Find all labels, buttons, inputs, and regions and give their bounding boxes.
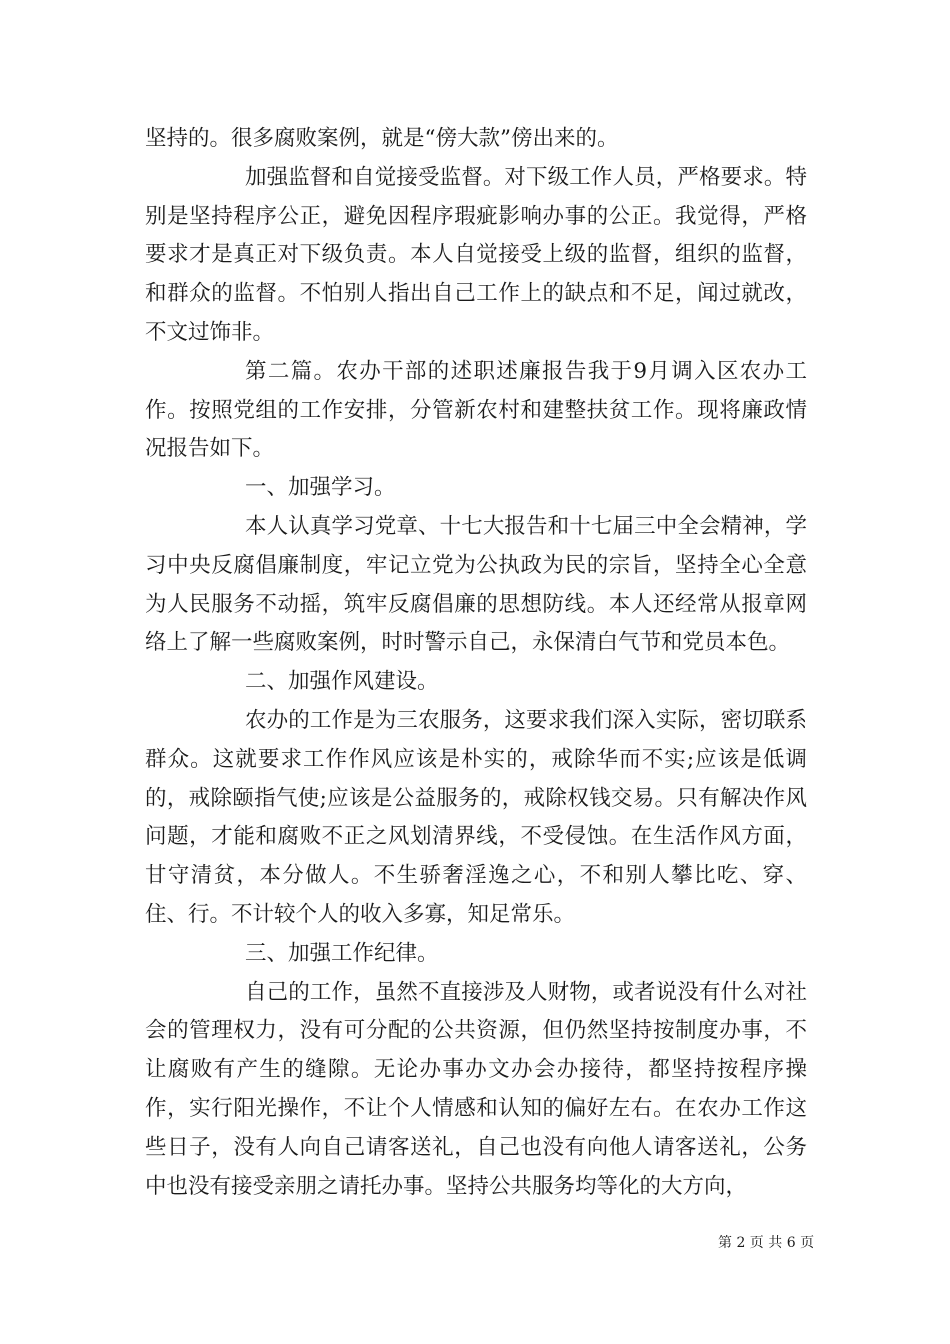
paragraph: 第二篇。农办干部的述职述廉报告我于9月调入区农办工作。按照党组的工作安排，分管新农村和建整扶贫工作。现将廉政情况报告如下。 — [145, 358, 807, 462]
section-heading: 一、加强学习。 — [245, 475, 396, 501]
paragraph: 农办的工作是为三农服务，这要求我们深入实际，密切联系群众。这就要求工作作风应该是朴实的，戒除华而不实;应该是低调的，戒除颐指气使;应该是公益服务的，戒除权钱交易。只有解决作风问题，才能和腐败不正之风划清界线，不受侵蚀。在生活作风方面，甘守清贫，本分做人。不生骄奢淫逸之心，不和别人攀比吃、穿、住、行。不计较个人的收入多寡，知足常乐。 — [145, 707, 807, 927]
paragraph: 加强监督和自觉接受监督。对下级工作人员，严格要求。特别是坚持程序公正，避免因程序瑕疵影响办事的公正。我觉得，严格要求才是真正对下级负责。本人自觉接受上级的监督，组织的监督，和群众的监督。不怕别人指出自己工作上的缺点和不足，闻过就改，不文过饰非。 — [145, 164, 807, 345]
section-heading: 三、加强工作纪律。 — [245, 940, 439, 966]
section-heading: 二、加强作风建设。 — [245, 669, 439, 695]
paragraph: 本人认真学习党章、十七大报告和十七届三中全会精神，学习中央反腐倡廉制度，牢记立党为公执政为民的宗旨，坚持全心全意为人民服务不动摇，筑牢反腐倡廉的思想防线。本人还经常从报章网络上了解一些腐败案例，时时警示自己，永保清白气节和党员本色。 — [145, 513, 807, 656]
paragraph: 坚持的。很多腐败案例，就是“傍大款”傍出来的。 — [145, 126, 619, 151]
document-body — [145, 120, 807, 1206]
paragraph: 自己的工作，虽然不直接涉及人财物，或者说没有什么对社会的管理权力，没有可分配的公共资源，但仍然坚持按制度办事，不让腐败有产生的缝隙。无论办事办文办会办接待，都坚持按程序操作，实行阳光操作，不让个人情感和认知的偏好左右。在农办工作这些日子，没有人向自己请客送礼，自己也没有向他人请客送礼，公务中也没有接受亲朋之请托办事。坚持公共服务均等化的大方向， — [145, 979, 807, 1199]
page-number: 第 2 页 共 6 页 — [718, 1235, 815, 1251]
